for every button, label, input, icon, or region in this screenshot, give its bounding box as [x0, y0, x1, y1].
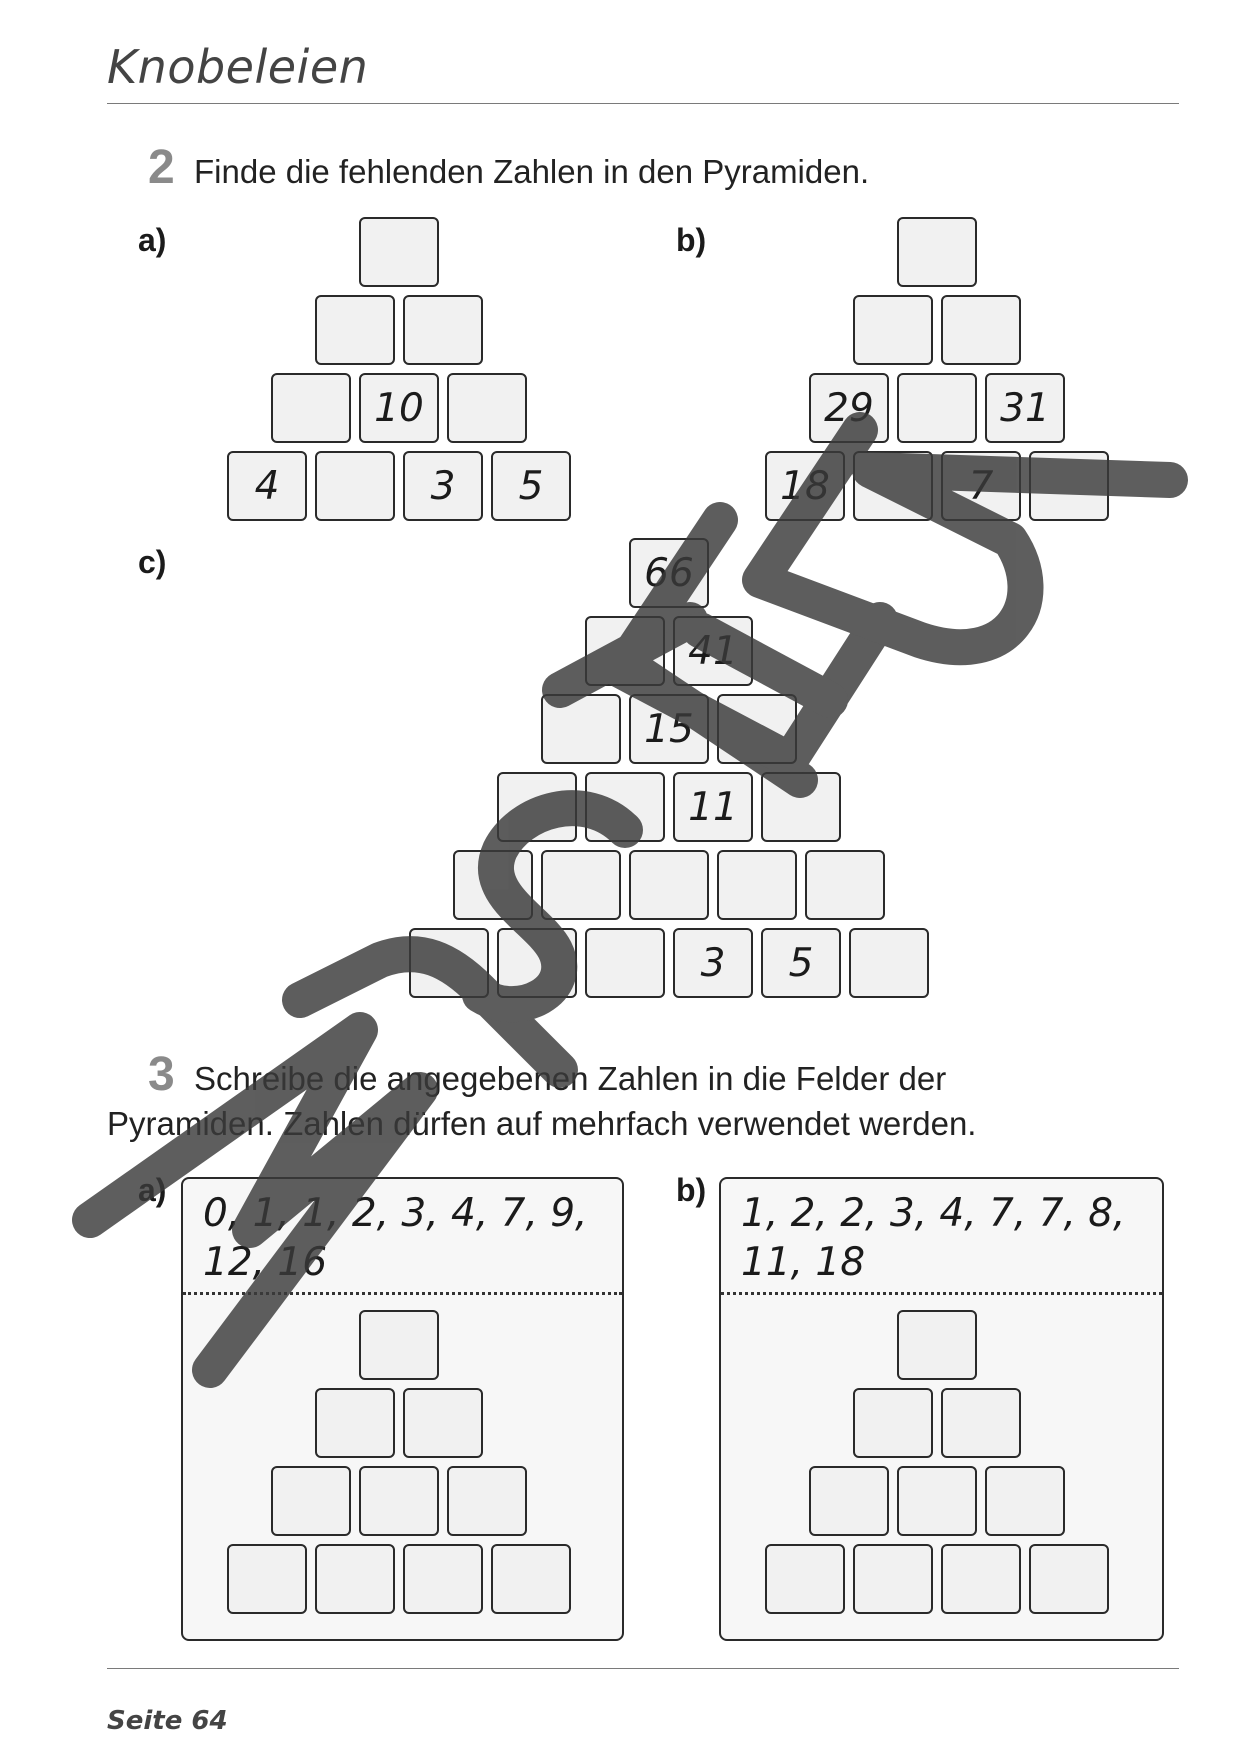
brick-value: 4: [227, 451, 307, 521]
brick-input[interactable]: [853, 451, 933, 521]
brick-value: 15: [629, 694, 709, 764]
brick-input[interactable]: [403, 1544, 483, 1614]
brick-input[interactable]: [541, 694, 621, 764]
brick-input[interactable]: [765, 1544, 845, 1614]
brick-input[interactable]: [271, 373, 351, 443]
footer-rule: [107, 1668, 1179, 1669]
brick-value: 10: [359, 373, 439, 443]
brick-input[interactable]: [585, 616, 665, 686]
brick-value: 3: [673, 928, 753, 998]
brick-input[interactable]: [717, 850, 797, 920]
dotted-divider: [721, 1292, 1162, 1295]
brick-input[interactable]: [359, 1466, 439, 1536]
brick-input[interactable]: [853, 1388, 933, 1458]
brick-input[interactable]: [447, 1466, 527, 1536]
brick-input[interactable]: [403, 1388, 483, 1458]
task-3-instruction-line2: Pyramiden. Zahlen dürfen auf mehrfach verwendet werden.: [107, 1105, 977, 1142]
brick-input[interactable]: [849, 928, 929, 998]
brick-input[interactable]: [585, 772, 665, 842]
brick-input[interactable]: [227, 1544, 307, 1614]
brick-input[interactable]: [1029, 451, 1109, 521]
brick-input[interactable]: [941, 295, 1021, 365]
number-list: [203, 1189, 602, 1287]
brick-value: 11: [673, 772, 753, 842]
brick-input[interactable]: [809, 1466, 889, 1536]
task-2-number: 2: [148, 141, 175, 194]
task-2b-label: b): [676, 222, 707, 258]
brick-input[interactable]: [1029, 1544, 1109, 1614]
brick-input[interactable]: [853, 1544, 933, 1614]
task-2c-label: c): [138, 544, 167, 580]
brick-input[interactable]: [897, 373, 977, 443]
page-number: Seite 64: [107, 1706, 228, 1736]
brick-input[interactable]: [403, 295, 483, 365]
brick-input[interactable]: [497, 772, 577, 842]
brick-input[interactable]: [585, 928, 665, 998]
brick-input[interactable]: [541, 850, 621, 920]
brick-input[interactable]: [491, 1544, 571, 1614]
header-rule: [107, 103, 1179, 104]
brick-input[interactable]: [315, 1388, 395, 1458]
dotted-divider: [183, 1292, 622, 1295]
brick-input[interactable]: [941, 1388, 1021, 1458]
brick-input[interactable]: [629, 850, 709, 920]
page-header-title: Knobeleien: [107, 40, 369, 94]
brick-input[interactable]: [359, 1310, 439, 1380]
brick-input[interactable]: [897, 1466, 977, 1536]
brick-value: 5: [491, 451, 571, 521]
brick-value: 18: [765, 451, 845, 521]
brick-input[interactable]: [447, 373, 527, 443]
brick-input[interactable]: [359, 217, 439, 287]
number-list: [741, 1189, 1142, 1287]
task-3a-label: a): [138, 1172, 167, 1208]
brick-value: 31: [985, 373, 1065, 443]
task-2-instruction: Finde die fehlenden Zahlen in den Pyramiden.: [194, 153, 870, 190]
brick-input[interactable]: [897, 1310, 977, 1380]
brick-value: 5: [761, 928, 841, 998]
number-list-line: 1, 2, 2, 3, 4, 7, 7, 8,: [741, 1191, 1126, 1236]
brick-input[interactable]: [409, 928, 489, 998]
brick-input[interactable]: [315, 451, 395, 521]
brick-input[interactable]: [853, 295, 933, 365]
task-2a-label: a): [138, 222, 167, 258]
brick-input[interactable]: [941, 1544, 1021, 1614]
brick-input[interactable]: [315, 1544, 395, 1614]
brick-value: 3: [403, 451, 483, 521]
task-3-instruction-line1: Schreibe die angegebenen Zahlen in die Felder der: [194, 1060, 947, 1097]
task-3b-label: b): [676, 1172, 707, 1208]
brick-input[interactable]: [315, 295, 395, 365]
brick-input[interactable]: [271, 1466, 351, 1536]
brick-input[interactable]: [897, 217, 977, 287]
brick-input[interactable]: [453, 850, 533, 920]
number-list-line: 12, 16: [203, 1240, 328, 1285]
brick-input[interactable]: [497, 928, 577, 998]
brick-input[interactable]: [985, 1466, 1065, 1536]
brick-input[interactable]: [717, 694, 797, 764]
brick-input[interactable]: [761, 772, 841, 842]
number-list-line: 0, 1, 1, 2, 3, 4, 7, 9,: [203, 1191, 588, 1236]
brick-input[interactable]: [805, 850, 885, 920]
brick-value: 66: [629, 538, 709, 608]
brick-value: 41: [673, 616, 753, 686]
brick-value: 7: [941, 451, 1021, 521]
task-3-number: 3: [148, 1048, 175, 1101]
brick-value: 29: [809, 373, 889, 443]
number-list-line: 11, 18: [741, 1240, 866, 1285]
